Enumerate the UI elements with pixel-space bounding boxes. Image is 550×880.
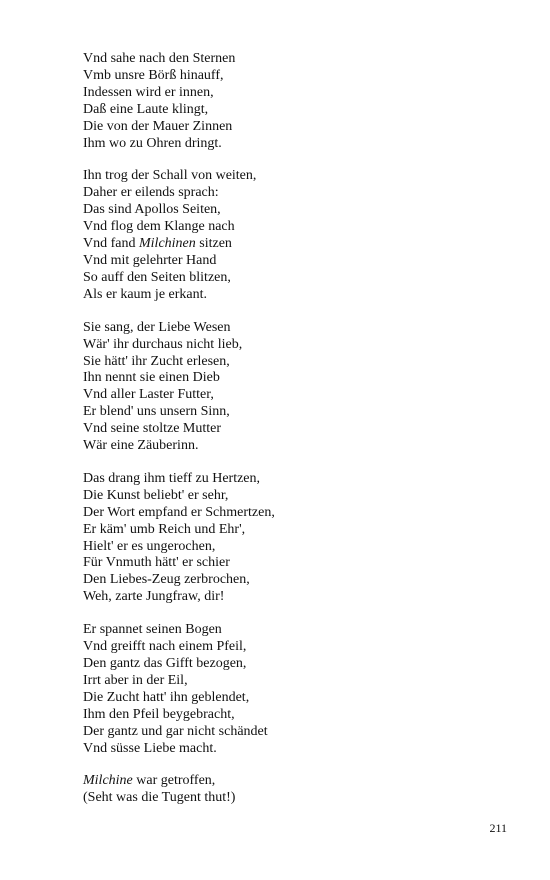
- line-text: Sie hätt' ihr Zucht erlesen,: [83, 353, 230, 369]
- poem-line: [83, 622, 523, 639]
- poem-line: [83, 136, 523, 153]
- line-text: Den Liebes-Zeug zerbrochen,: [83, 572, 250, 588]
- poem-body: [83, 51, 523, 823]
- poem-line: [83, 589, 523, 606]
- line-text: Er blend' uns unsern Sinn,: [83, 404, 230, 420]
- poem-line: [83, 85, 523, 102]
- stanza: [83, 773, 523, 807]
- line-text: Wär eine Zäuberinn.: [83, 438, 199, 454]
- line-text: Vnd greifft nach einem Pfeil,: [83, 639, 247, 655]
- poem-line: [83, 539, 523, 556]
- line-text: (Seht was die Tugent thut!): [83, 790, 236, 806]
- poem-line: [83, 741, 523, 758]
- line-text: Weh, zarte Jungfraw, dir!: [83, 589, 225, 605]
- line-text: Die Kunst beliebt' er sehr,: [83, 487, 229, 503]
- poem-line: [83, 773, 523, 790]
- poem-line: [83, 51, 523, 68]
- line-text: Ihm wo zu Ohren dringt.: [83, 135, 222, 151]
- line-text: Vnd sahe nach den Sternen: [83, 51, 236, 66]
- line-text: Das sind Apollos Seiten,: [83, 202, 221, 218]
- line-text: Vnd süsse Liebe macht.: [83, 740, 217, 756]
- poem-line: [83, 185, 523, 202]
- poem-line: [83, 522, 523, 539]
- italic-name: Milchinen: [139, 236, 196, 252]
- poem-line: [83, 119, 523, 136]
- line-text: Das drang ihm tieff zu Hertzen,: [83, 470, 261, 486]
- poem-line: [83, 337, 523, 354]
- poem-line: [83, 253, 523, 270]
- poem-line: [83, 488, 523, 505]
- poem-line: [83, 639, 523, 656]
- poem-line: [83, 656, 523, 673]
- line-text: Er spannet seinen Bogen: [83, 622, 222, 638]
- poem-line: [83, 555, 523, 572]
- line-text: Daher er eilends sprach:: [83, 185, 219, 201]
- italic-name: Milchine: [83, 773, 133, 789]
- stanza: [83, 168, 523, 303]
- line-text: So auff den Seiten blitzen,: [83, 269, 231, 285]
- stanza: [83, 320, 523, 455]
- poem-line: [83, 202, 523, 219]
- line-text: Sie sang, der Liebe Wesen: [83, 319, 231, 335]
- poem-line: [83, 387, 523, 404]
- stanza: [83, 471, 523, 606]
- line-text: Der gantz und gar nicht schändet: [83, 723, 268, 739]
- line-text: Wär' ihr durchaus nicht lieb,: [83, 336, 243, 352]
- line-text: Vnd mit gelehrter Hand: [83, 252, 217, 268]
- line-text: Vnd fand: [83, 236, 139, 252]
- line-text: Vmb unsre Börß hinauff,: [83, 67, 224, 83]
- line-text: Vnd flog dem Klange nach: [83, 219, 235, 235]
- line-text: Die von der Mauer Zinnen: [83, 118, 233, 134]
- poem-line: [83, 168, 523, 185]
- poem-line: [83, 320, 523, 337]
- poem-line: [83, 270, 523, 287]
- line-text: Irrt aber in der Eil,: [83, 672, 188, 688]
- line-text: Hielt' er es ungerochen,: [83, 538, 216, 554]
- poem-line: [83, 287, 523, 304]
- line-text: war getroffen,: [132, 773, 216, 789]
- line-text: Vnd aller Laster Futter,: [83, 387, 214, 403]
- poem-line: [83, 790, 523, 807]
- poem-line: [83, 68, 523, 85]
- line-text: Vnd seine stoltze Mutter: [83, 421, 222, 437]
- poem-line: [83, 421, 523, 438]
- line-text: Für Vnmuth hätt' er schier: [83, 555, 230, 571]
- line-text: Als er kaum je erkant.: [83, 286, 208, 302]
- poem-line: [83, 690, 523, 707]
- poem-line: [83, 438, 523, 455]
- poem-line: [83, 471, 523, 488]
- poem-line: [83, 354, 523, 371]
- line-text: Daß eine Laute klingt,: [83, 101, 209, 117]
- poem-line: [83, 673, 523, 690]
- stanza: [83, 51, 523, 152]
- poem-line: [83, 219, 523, 236]
- line-text: Den gantz das Gifft bezogen,: [83, 656, 247, 671]
- page-number: 211: [489, 821, 507, 835]
- line-text: sitzen: [195, 236, 232, 252]
- poem-line: [83, 572, 523, 589]
- line-text: Der Wort empfand er Schmertzen,: [83, 504, 275, 520]
- line-text: Indessen wird er innen,: [83, 84, 214, 100]
- line-text: Ihn trog der Schall von weiten,: [83, 168, 257, 184]
- stanza: [83, 622, 523, 757]
- poem-line: [83, 404, 523, 421]
- poem-line: [83, 370, 523, 387]
- poem-line: [83, 724, 523, 741]
- line-text: Ihn nennt sie einen Dieb: [83, 370, 220, 386]
- line-text: Er käm' umb Reich und Ehr',: [83, 521, 246, 537]
- poem-line: [83, 505, 523, 522]
- poem-line: [83, 236, 523, 253]
- poem-line: [83, 707, 523, 724]
- line-text: Die Zucht hatt' ihn geblendet,: [83, 689, 250, 705]
- poem-line: [83, 102, 523, 119]
- line-text: Ihm den Pfeil beygebracht,: [83, 706, 235, 722]
